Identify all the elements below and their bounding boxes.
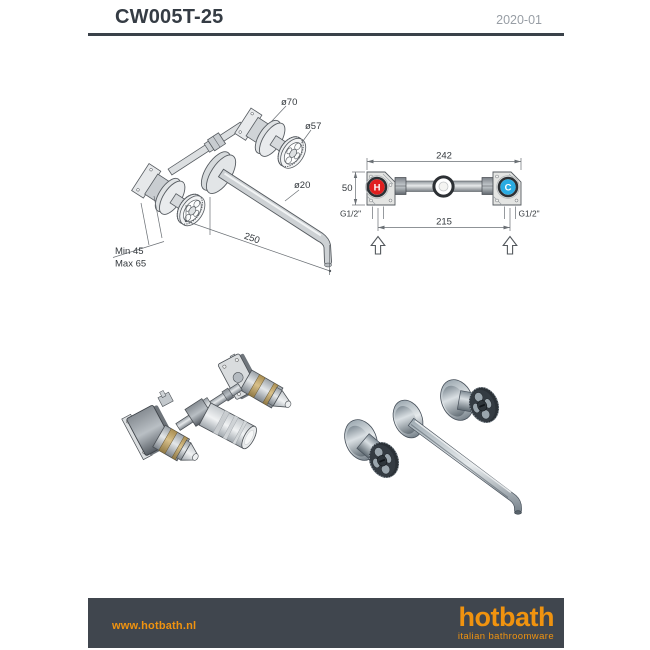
render-rough-in <box>115 350 315 525</box>
dim-inlet-distance: 215 <box>436 216 452 228</box>
dim-body-height: 50 <box>341 183 353 194</box>
dim-depth-max: Max 65 <box>115 258 147 270</box>
supply-arrow-right-icon <box>503 237 517 255</box>
cold-label: C <box>504 182 512 194</box>
center-connector <box>434 177 453 196</box>
hot-valve <box>366 172 395 205</box>
trim-handle-left <box>339 415 404 482</box>
brand-logo <box>458 604 554 642</box>
supply-arrow-left-icon <box>371 237 385 255</box>
installation-schematic <box>339 140 560 255</box>
header <box>88 0 564 36</box>
thread-size-right: G1/2" <box>518 208 540 219</box>
website-url: www.hotbath.nl <box>112 620 197 632</box>
dim-depth-min: Min 45 <box>115 246 144 257</box>
technical-drawing <box>85 75 350 290</box>
brand-name: hotbath <box>458 602 554 633</box>
brand-tagline: italian bathroomware <box>457 631 554 643</box>
rough-in-spout-body <box>185 396 259 451</box>
thread-size-left: G1/2" <box>340 208 362 219</box>
page-title: CW005T-25 <box>115 6 224 28</box>
rough-in-valve-bottom <box>122 389 204 470</box>
dim-spout-diameter: ø20 <box>294 180 311 191</box>
rough-in-valve-top <box>218 351 297 415</box>
valve-assembly-top <box>232 105 312 175</box>
dim-total-width: 242 <box>436 150 452 162</box>
trim-handle-right <box>435 375 504 427</box>
dim-spout-length: 250 <box>242 230 262 247</box>
render-trim <box>335 360 540 525</box>
hot-label: H <box>373 182 381 194</box>
footer <box>88 598 564 648</box>
dim-50-lines <box>352 172 365 205</box>
dim-escutcheon-diameter: ø70 <box>281 97 298 108</box>
dim-handle-diameter: ø57 <box>305 121 322 132</box>
spout <box>196 147 332 267</box>
cold-valve <box>493 172 521 205</box>
trim-spout <box>408 418 521 514</box>
header-divider <box>88 33 564 36</box>
revision-date: 2020-01 <box>496 13 542 27</box>
